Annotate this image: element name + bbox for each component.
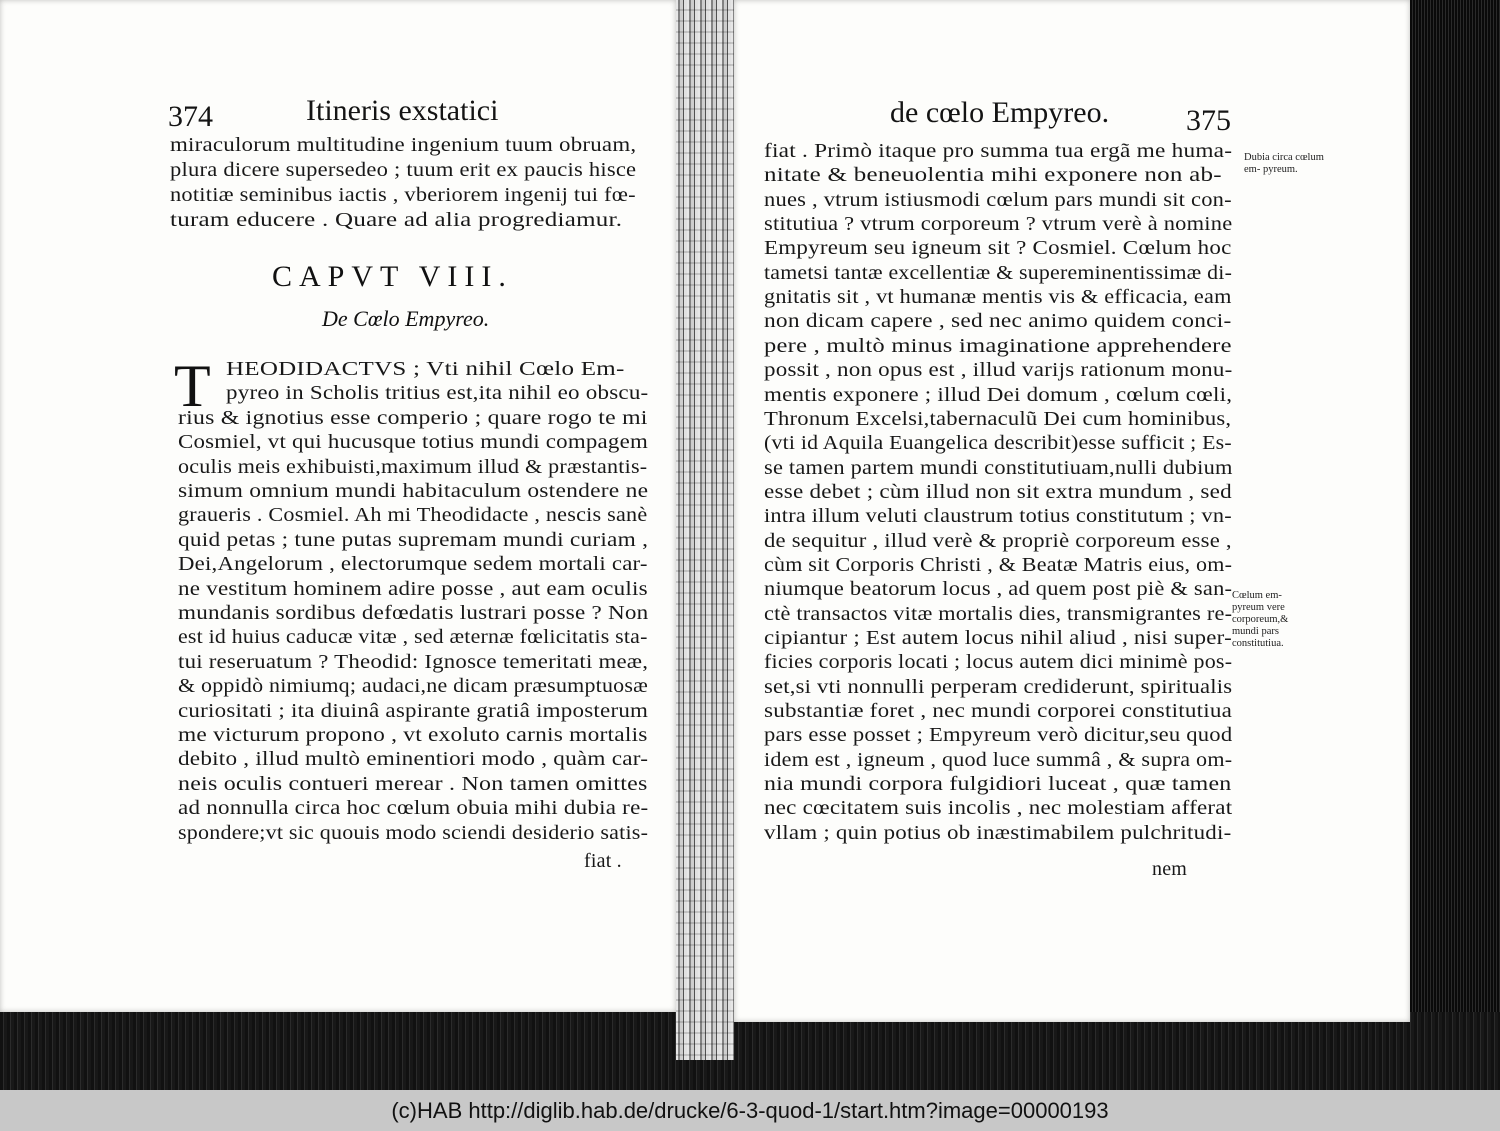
text-line: miraculorum multitudine ingenium tuum obruam, [170, 134, 637, 156]
text-line: pyreo in Scholis tritius est,ita nihil eo obscu- [226, 382, 649, 405]
margin-note-dubia: Dubia circa cœlum em- pyreum. [1244, 152, 1324, 175]
text-line: niumque beatorum locus , ad quem post piè & san- [764, 578, 1233, 601]
text-line: debito , illud multò eminentiori modo , quàm car- [178, 748, 649, 771]
text-line: non dicam capere , sed nec animo quidem conci- [764, 310, 1232, 333]
dark-right-edge [1410, 0, 1500, 1030]
left-catchword: fiat . [584, 850, 622, 872]
text-line: ctè transactos vitæ mortalis dies, transmigrantes re- [764, 602, 1233, 625]
text-line: plura dicere supersedeo ; tuum erit ex paucis hisce [170, 159, 637, 181]
text-line: de sequitur , illud verè & propriè corporeum esse , [764, 529, 1232, 552]
text-line: stitutiua ? vtrum corporeum ? vtrum verè à nomine [764, 213, 1233, 236]
text-line: notitiæ seminibus iactis , vberiorem ingenij tui fœ- [170, 184, 636, 206]
text-line: cùm sit Corporis Christi , & Beatæ Matris eius, om- [764, 553, 1233, 576]
left-running-head: Itineris exstatici [306, 94, 499, 127]
text-line: nec cœcitatem suis incolis , nec molestiam afferat [764, 797, 1233, 820]
text-line: ficies corporis locati ; locus autem dici minimè pos- [764, 651, 1233, 674]
text-line: spondere;vt sic quouis modo sciendi desiderio satis- [178, 821, 649, 844]
right-running-head: de cœlo Empyreo. [890, 96, 1110, 129]
text-line: curiositati ; ita diuinâ aspirante gratiâ imposterum [178, 699, 649, 722]
book-gutter [676, 0, 734, 1060]
text-line: ad nonnulla circa hoc cœlum obuia mihi dubia re- [178, 797, 649, 820]
text-line: me victurum propono , vt exoluto carnis mortalis [178, 724, 648, 746]
text-line: vllam ; quin potius ob inæstimabilem pulchritudi- [764, 821, 1232, 844]
text-line: simum omnium mundi habitaculum ostendere ne [178, 480, 649, 502]
text-line: Cosmiel, vt qui hucusque totius mundi compagem [178, 431, 649, 454]
text-line: tametsi tantæ excellentiæ & supereminentissimæ di- [764, 261, 1233, 284]
text-line: rius & ignotius esse comperio ; quare rogo te mi [178, 406, 648, 429]
margin-note-coelum: Cœlum em- pyreum vere corporeum,& mundi pars constitutiua. [1232, 590, 1289, 649]
text-line: possit , non opus est , illud varijs rationum monu- [764, 359, 1233, 382]
text-line: idem est , igneum , quod luce summâ , & supra om- [764, 748, 1233, 771]
left-page [0, 0, 676, 1012]
text-line: mundanis sordibus defœdatis lustrari posse ? Non [178, 602, 649, 624]
text-line: oculis meis exhibuisti,maximum illud & præstantis- [178, 455, 648, 478]
text-line: Empyreum seu igneum sit ? Cosmiel. Cœlum hoc [764, 237, 1232, 260]
text-line: mentis exponere ; illud Dei domum , cœlum cœli, [764, 383, 1233, 406]
text-line: gnitatis sit , vt humanæ mentis vis & efficacia, eam [764, 286, 1232, 309]
text-line: esse debet ; cùm illud non sit extra mundum , sed [764, 480, 1232, 503]
text-line: pere , multò minus imaginatione apprehendere [764, 334, 1232, 357]
text-line: & oppidò nimiumq; audaci,ne dicam præsumptuosæ [178, 675, 649, 698]
text-line: nitate & beneuolentia mihi exponere non ab- [764, 164, 1222, 187]
text-line: pars esse posset ; Empyreum verò dicitur,seu quod [764, 724, 1233, 747]
text-line: Thronum Excelsi,tabernaculũ Dei cum hominibus, [764, 407, 1232, 430]
text-line: (vti id Aquila Euangelica describit)esse sufficit ; Es- [764, 432, 1232, 455]
text-line: se tamen partem mundi constitutiuam,nulli dubium [764, 456, 1233, 479]
text-line: Dei,Angelorum , electorumque sedem mortali car- [178, 553, 648, 576]
text-line: fiat . Primò itaque pro summa tua ergã me huma- [764, 140, 1233, 162]
right-page [734, 0, 1410, 1022]
text-line: substantiæ foret , nec mundi corporei constitutiua [764, 700, 1233, 723]
text-line: nia mundi corpora fulgidiori luceat , quæ tamen [764, 773, 1232, 796]
footer-credit: (c)HAB http://diglib.hab.de/drucke/6-3-quod-1/start.htm?image=00000193 [0, 1090, 1500, 1131]
text-line: cipiantur ; Est autem locus nihil aliud , nisi super- [764, 627, 1232, 649]
right-catchword: nem [1152, 858, 1188, 880]
chapter-title: CAPVT VIII. [272, 260, 513, 293]
right-page-number: 375 [1186, 104, 1231, 137]
text-line: quid petas ; tune putas supremam mundi curiam , [178, 528, 649, 551]
text-line: graueris . Cosmiel. Ah mi Theodidacte , nescis sanè [178, 504, 648, 527]
text-line: nues , vtrum istiusmodi cœlum pars mundi sit con- [764, 188, 1232, 211]
left-page-number: 374 [168, 100, 213, 133]
text-line: tui reseruatum ? Theodid: Ignosce temeritati meæ, [178, 650, 649, 673]
text-line: HEODIDACTVS ; Vti nihil Cœlo Em- [226, 358, 625, 380]
chapter-subtitle: De Cœlo Empyreo. [322, 306, 490, 331]
text-line: intra illum veluti claustrum totius constitutum ; vn- [764, 505, 1232, 528]
drop-initial: T [174, 353, 211, 419]
text-line: ne vestitum hominem adire posse , aut eam oculis [178, 577, 648, 600]
dark-bottom-edge [0, 1012, 1500, 1090]
text-line: neis oculis contueri merear . Non tamen omittes [178, 772, 648, 795]
text-line: turam educere . Quare ad alia progrediamur. [170, 209, 623, 231]
text-line: est id huius caducæ vitæ , sed æternæ fœlicitatis sta- [178, 626, 648, 649]
text-line: set,si vti nonnulli perperam crediderunt, spiritualis [764, 675, 1233, 698]
